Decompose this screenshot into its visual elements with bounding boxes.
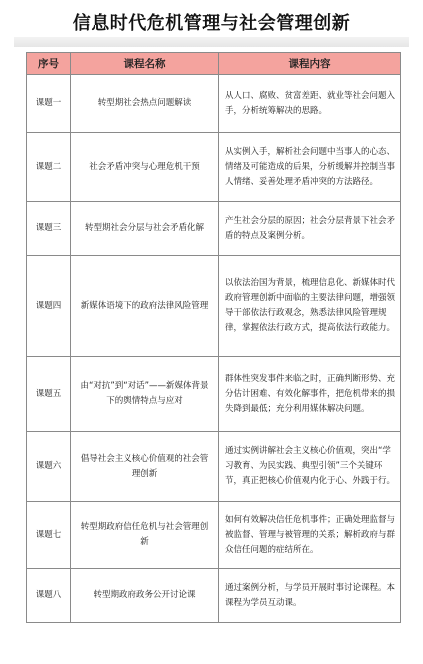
course-table (26, 52, 401, 623)
table-row (27, 432, 401, 502)
course-content: 如何有效解决信任危机事件；正确处理监督与被监督、管理与被管理的关系；解析政府与群众信任问题的症结所在。 (219, 502, 401, 569)
row-number: 课题五 (27, 357, 71, 432)
course-name: 转型期社会热点问题解读 (71, 75, 219, 133)
row-number: 课题一 (27, 75, 71, 133)
course-name: 由“对抗”到“对话”——新媒体背景下的舆情特点与应对 (71, 357, 219, 432)
table-row (27, 357, 401, 432)
table-row (27, 256, 401, 357)
course-name: 转型期政府信任危机与社会管理创新 (71, 502, 219, 569)
course-content: 通过实例讲解社会主义核心价值观，突出“学习教育、为民实践、典型引领”三个关键环节，真正把核心价值观内化于心、外践于行。 (219, 432, 401, 502)
course-content: 从实例入手，解析社会问题中当事人的心态、情绪及可能造成的后果，分析缓解并控制当事人情绪、妥善处理矛盾冲突的方法路径。 (219, 133, 401, 202)
table-row (27, 502, 401, 569)
row-number: 课题四 (27, 256, 71, 357)
row-number: 课题六 (27, 432, 71, 502)
table-row (27, 202, 401, 256)
row-number: 课题八 (27, 569, 71, 623)
course-name: 转型期政府政务公开讨论课 (71, 569, 219, 623)
course-name: 转型期社会分层与社会矛盾化解 (71, 202, 219, 256)
course-content: 产生社会分层的原因；社会分层背景下社会矛盾的特点及案例分析。 (219, 202, 401, 256)
table-row (27, 75, 401, 133)
page-title: 信息时代危机管理与社会管理创新 (72, 13, 351, 34)
course-name: 倡导社会主义核心价值观的社会管理创新 (71, 432, 219, 502)
table-row (27, 569, 401, 623)
course-content: 以依法治国为背景，梳理信息化、新媒体时代政府管理创新中面临的主要法律问题，增强领导干部依法行政观念，熟悉法律风险管理规律，掌握依法行政方式，提高依法行政能力。 (219, 256, 401, 357)
row-number: 课题七 (27, 502, 71, 569)
course-content: 从人口、腐败、贫富差距、就业等社会问题入手，分析统筹解决的思路。 (219, 75, 401, 133)
row-number: 课题二 (27, 133, 71, 202)
title-divider (14, 37, 409, 47)
column-header-number: 序号 (27, 53, 71, 75)
course-name: 社会矛盾冲突与心理危机干预 (71, 133, 219, 202)
table-row (27, 133, 401, 202)
course-content: 通过案例分析，与学员开展时事讨论课程。本课程为学员互动课。 (219, 569, 401, 623)
column-header-course-content: 课程内容 (219, 53, 401, 75)
row-number: 课题三 (27, 202, 71, 256)
column-header-course-name: 课程名称 (71, 53, 219, 75)
course-content: 群体性突发事件来临之时，正确判断形势、充分估计困难、有效化解事件，把危机带来的损失降到最低；充分利用媒体解决问题。 (219, 357, 401, 432)
course-name: 新媒体语境下的政府法律风险管理 (71, 256, 219, 357)
table-header-row (27, 53, 401, 75)
